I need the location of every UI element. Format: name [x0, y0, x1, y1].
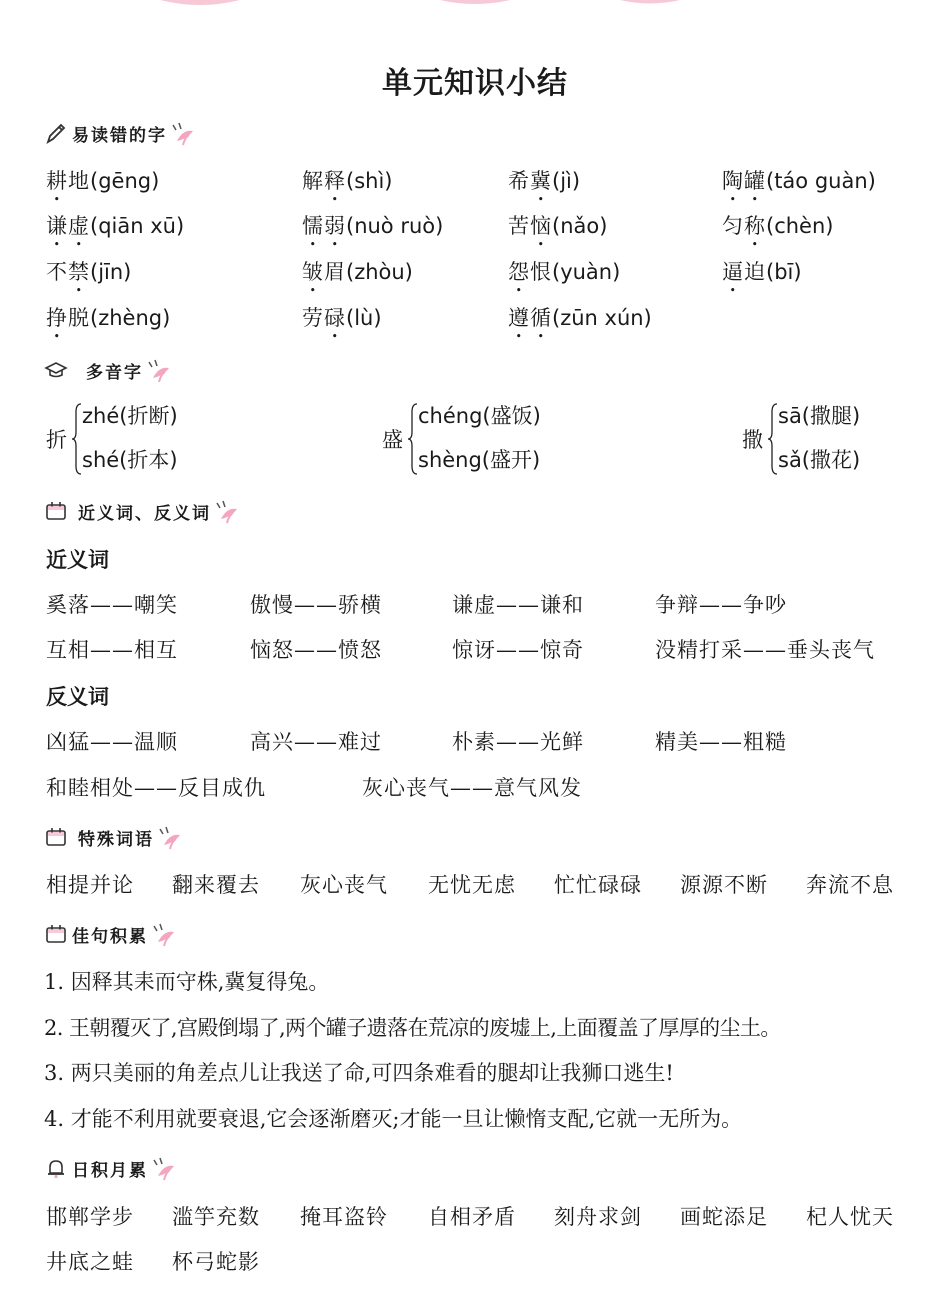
misread-char: 皱: [302, 260, 324, 284]
misread-char: 不: [46, 260, 68, 284]
misread-item: [46, 165, 159, 206]
idioms-row: [0, 1201, 950, 1233]
special-words-row: [0, 869, 950, 901]
misread-item: [508, 256, 620, 297]
misread-word: [722, 214, 766, 238]
sprout-icon: [169, 119, 199, 147]
synonym-pair: 争辩——争吵: [655, 593, 787, 617]
misread-char: 碌: [324, 306, 346, 330]
antonyms-label: 反义词: [46, 685, 109, 709]
misread-word: [508, 260, 552, 284]
misread-pinyin: (lù): [346, 306, 382, 330]
misread-char: 释: [324, 169, 346, 193]
misread-char: 耕: [46, 169, 68, 193]
antonym-pair: 凶猛——温顺: [46, 730, 178, 754]
special-word: 灰心丧气: [300, 873, 388, 897]
misread-pinyin: (zhèng): [90, 306, 171, 330]
antonyms-row: [0, 772, 950, 804]
sprout-icon: [213, 497, 243, 525]
misread-char: 虚: [68, 214, 90, 238]
idiom: 滥竽充数: [172, 1205, 260, 1229]
misread-item: [302, 165, 392, 206]
idiom: 自相矛盾: [428, 1205, 516, 1229]
misread-char: 称: [744, 214, 766, 238]
misread-item: [302, 210, 443, 251]
polyphonic-group: [742, 400, 942, 480]
misread-word: [302, 306, 346, 330]
misread-word: [46, 306, 90, 330]
idiom: 刻舟求剑: [554, 1205, 642, 1229]
section-title: 多音字: [86, 362, 143, 383]
section-header-polyphonic: [44, 356, 175, 384]
misread-pinyin: (zhòu): [346, 260, 413, 284]
section-title: 易读错的字: [72, 125, 167, 146]
special-word: 源源不断: [680, 873, 768, 897]
brace-icon: [768, 402, 778, 476]
misread-pinyin: (shì): [346, 169, 393, 193]
synonym-pair: 傲慢——骄横: [250, 593, 382, 617]
page-title: 单元知识小结: [382, 66, 568, 101]
misread-char: 眉: [324, 260, 346, 284]
misread-word: [722, 260, 766, 284]
misread-item: [722, 210, 833, 251]
misread-char: 地: [68, 169, 90, 193]
section-title: 近义词、反义词: [78, 503, 211, 524]
misread-item: [508, 165, 580, 206]
misread-pinyin: (nǎo): [552, 214, 608, 238]
brace-icon: [408, 402, 418, 476]
misread-pinyin: (qiān xū): [90, 214, 185, 238]
misread-char: 恨: [530, 260, 552, 284]
misread-char: 挣: [46, 306, 68, 330]
polyphonic-reading: zhé(折断): [82, 404, 178, 428]
polyphonic-reading: sā(撒腿): [778, 404, 861, 428]
misread-char: 遵: [508, 306, 530, 330]
polyphonic-reading: chéng(盛饭): [418, 404, 541, 428]
misread-pinyin: (jīn): [90, 260, 132, 284]
misread-pinyin: (jì): [552, 169, 581, 193]
antonym-pair: 精美——粗糙: [655, 730, 787, 754]
bell-icon: [44, 1156, 68, 1180]
synonym-pair: 奚落——嘲笑: [46, 593, 178, 617]
misread-word: [302, 169, 346, 193]
misread-char: 苦: [508, 214, 530, 238]
misread-char: 禁: [68, 260, 90, 284]
special-word: 翻来覆去: [172, 873, 260, 897]
special-word: 奔流不息: [806, 873, 894, 897]
idiom: 掩耳盗铃: [300, 1205, 388, 1229]
misread-char: 逼: [722, 260, 744, 284]
sentence: 2. 王朝覆灭了,宫殿倒塌了,两个罐子遗落在荒凉的废墟上,上面覆盖了厚厚的尘土。: [44, 1016, 781, 1040]
polyphonic-reading: shèng(盛开): [418, 448, 541, 472]
sprout-icon: [145, 356, 175, 384]
sprout-icon: [150, 1154, 180, 1182]
misread-row: [0, 302, 950, 334]
calendar-icon: [44, 922, 68, 946]
idiom: 画蛇添足: [680, 1205, 768, 1229]
misread-word: [302, 214, 346, 238]
calendar-icon: [44, 825, 68, 849]
misread-pinyin: (chèn): [766, 214, 834, 238]
synonym-pair: 谦虚——谦和: [452, 593, 584, 617]
misread-char: 脱: [68, 306, 90, 330]
synonyms-label: 近义词: [46, 548, 109, 572]
misread-char: 劳: [302, 306, 324, 330]
section-title: 佳句积累: [72, 926, 148, 947]
misread-word: [722, 169, 766, 193]
misread-char: 迫: [744, 260, 766, 284]
misread-word: [508, 306, 552, 330]
synonym-pair: 恼怒——愤怒: [250, 638, 382, 662]
misread-char: 怨: [508, 260, 530, 284]
section-header-good-sentences: [44, 920, 180, 948]
misread-pinyin: (nuò ruò): [346, 214, 444, 238]
misread-item: [508, 302, 652, 343]
misread-pinyin: (táo guàn): [766, 169, 876, 193]
misread-item: [46, 256, 131, 297]
synonym-pair: 惊讶——惊奇: [452, 638, 584, 662]
misread-word: [46, 169, 90, 193]
antonym-pair: 高兴——难过: [250, 730, 382, 754]
antonym-pair: 和睦相处——反目成仇: [46, 776, 266, 800]
misread-char: 匀: [722, 214, 744, 238]
special-word: 忙忙碌碌: [554, 873, 642, 897]
sentence: 3. 两只美丽的角差点儿让我送了命,可四条难看的腿却让我狮口逃生!: [44, 1061, 674, 1085]
misread-row: [0, 165, 950, 197]
polyphonic-char: 盛: [382, 428, 403, 452]
misread-row: [0, 256, 950, 288]
misread-char: 冀: [530, 169, 552, 193]
misread-item: [302, 302, 382, 343]
misread-item: [508, 210, 607, 251]
synonym-pair: 互相——相互: [46, 638, 178, 662]
section-title: 特殊词语: [78, 829, 154, 850]
section-title: 日积月累: [72, 1160, 148, 1181]
section-header-special-words: [44, 823, 186, 851]
idioms-row: [0, 1246, 950, 1278]
section-header-easy-misread: [44, 119, 199, 147]
misread-word: [508, 169, 552, 193]
misread-char: 谦: [46, 214, 68, 238]
misread-pinyin: (zūn xún): [552, 306, 652, 330]
section-header-daily: [44, 1154, 180, 1182]
sprout-icon: [150, 920, 180, 948]
misread-item: [46, 210, 184, 251]
sprout-icon: [156, 823, 186, 851]
polyphonic-reading: sǎ(撒花): [778, 448, 861, 472]
calendar-icon: [44, 499, 68, 523]
polyphonic-char: 撒: [742, 428, 763, 452]
misread-item: [46, 302, 170, 343]
synonym-pair: 没精打采——垂头丧气: [655, 638, 875, 662]
pencil-icon: [44, 121, 68, 145]
misread-char: 陶: [722, 169, 744, 193]
idiom: 邯郸学步: [46, 1205, 134, 1229]
misread-char: 罐: [744, 169, 766, 193]
top-decoration: [0, 0, 950, 12]
misread-word: [302, 260, 346, 284]
misread-word: [46, 260, 90, 284]
misread-item: [302, 256, 413, 297]
misread-char: 希: [508, 169, 530, 193]
misread-item: [722, 256, 802, 297]
sentence: 1. 因释其耒而守株,冀复得兔。: [44, 970, 330, 994]
misread-char: 弱: [324, 214, 346, 238]
misread-pinyin: (yuàn): [552, 260, 621, 284]
sentence: 4. 才能不利用就要衰退,它会逐渐磨灭;才能一旦让懒惰支配,它就一无所为。: [44, 1107, 743, 1131]
polyphonic-char: 折: [46, 428, 67, 452]
polyphonic-group: [46, 400, 246, 480]
brace-icon: [72, 402, 82, 476]
idiom: 杞人忧天: [806, 1205, 894, 1229]
synonyms-row: [0, 634, 950, 666]
special-word: 相提并论: [46, 873, 134, 897]
synonyms-row: [0, 589, 950, 621]
misread-word: [508, 214, 552, 238]
antonyms-row: [0, 726, 950, 758]
idiom: 井底之蛙: [46, 1250, 134, 1274]
misread-char: 循: [530, 306, 552, 330]
misread-word: [46, 214, 90, 238]
misread-pinyin: (bī): [766, 260, 802, 284]
polyphonic-reading: shé(折本): [82, 448, 178, 472]
section-header-synonyms: [44, 497, 243, 525]
special-word: 无忧无虑: [428, 873, 516, 897]
misread-pinyin: (gēng): [90, 169, 160, 193]
antonym-pair: 灰心丧气——意气风发: [362, 776, 582, 800]
misread-char: 解: [302, 169, 324, 193]
misread-row: [0, 210, 950, 242]
misread-char: 恼: [530, 214, 552, 238]
misread-char: 懦: [302, 214, 324, 238]
graduation-cap-icon: [44, 358, 68, 382]
idiom: 杯弓蛇影: [172, 1250, 260, 1274]
antonym-pair: 朴素——光鲜: [452, 730, 584, 754]
misread-item: [722, 165, 876, 206]
polyphonic-group: [382, 400, 582, 480]
